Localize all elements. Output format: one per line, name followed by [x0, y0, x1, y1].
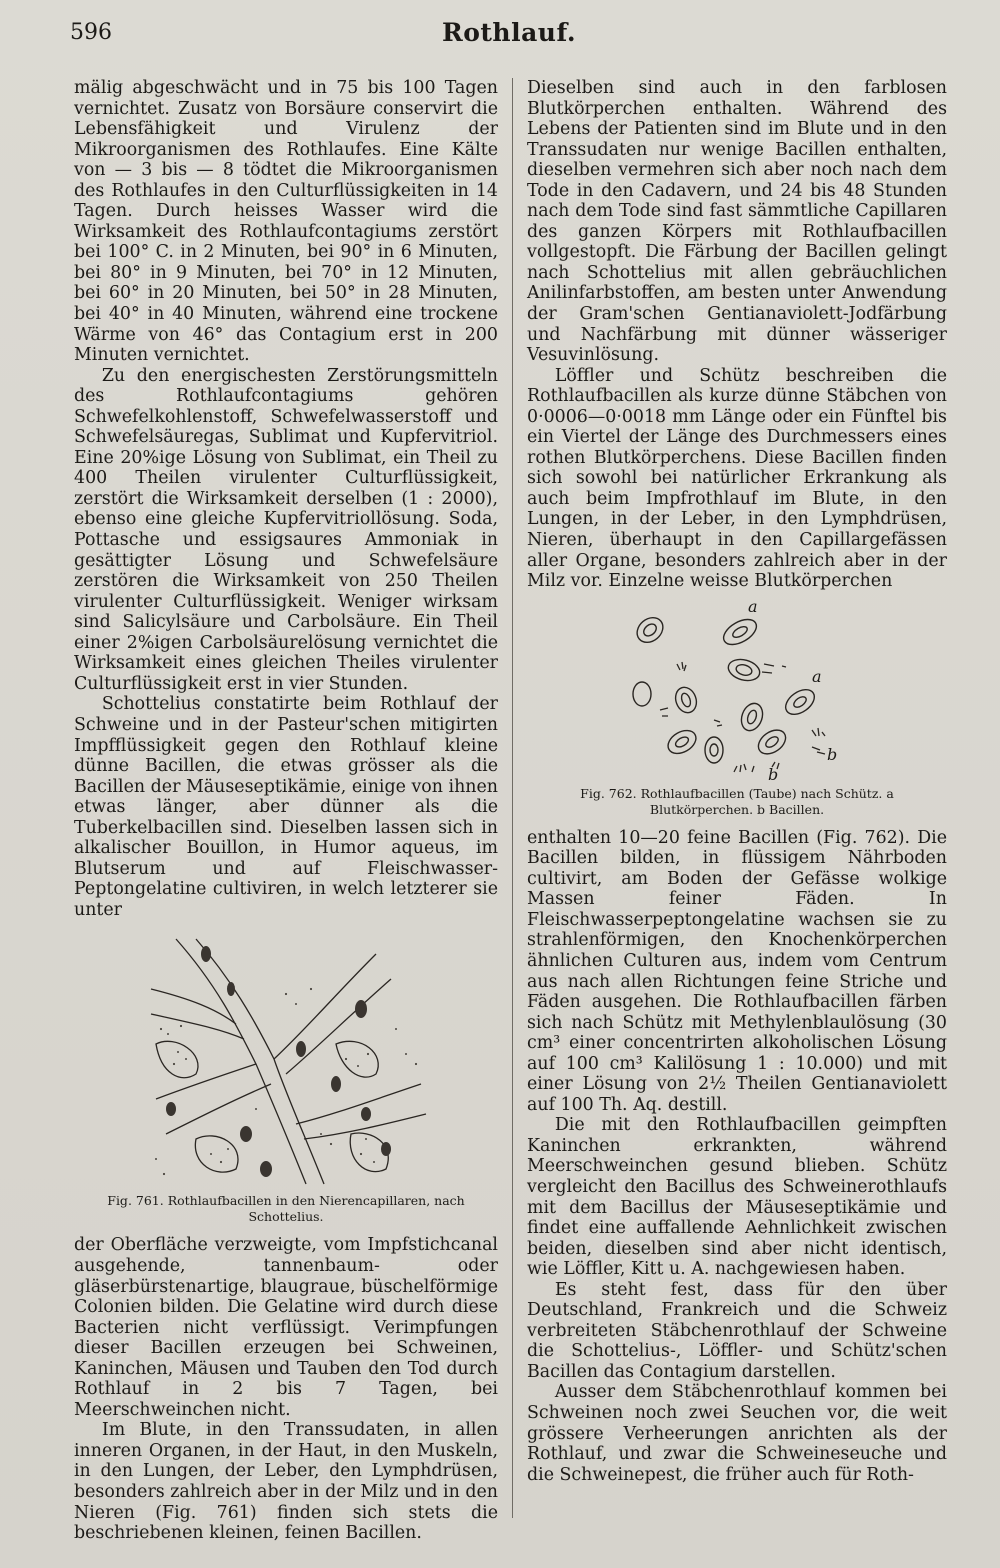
paragraph: Dieselben sind auch in den farblosen Blutkörperchen enthalten. Während des Lebens der Patienten sind im Blute und in den Transsudaten nur wenige Bacillen enthalten, dieselben vermehren sich aber noch nach dem Tode in den Cadavern, und 24 bis 48 Stunden nach dem Tode sind fast sämmtliche Capillaren des ganzen Körpers mit Rothlaufbacillen vollgestopft. Die Färbung der Bacillen gelingt nach Schottelius mit allen gebräuchlichen Anilinfarbstoffen, am besten unter Anwendung der Gram'schen Gentianaviolett-Jodfärbung und Nachfärbung mit dünner wässeriger Vesuvinlösung. — [527, 78, 947, 366]
paragraph: Es steht fest, dass für den über Deutschland, Frankreich und die Schweiz verbreiteten Stäbchenrothlauf der Schweine die Schottelius-, Löffler- und Schütz'schen Bacillen das Contagium darstellen. — [527, 1279, 947, 1382]
paragraph: enthalten 10—20 feine Bacillen (Fig. 762). Die Bacillen bilden, in flüssigem Nährboden cultivirt, am Boden der Gefässe wolkige Massen feiner Fäden. In Fleischwasserpeptongelatine wachsen sie zu strahlenförmigen, den Knochenkörperchen ähnlichen Culturen aus, indem vom Centrum aus nach allen Richtungen feine Striche und Fäden ausgehen. Die Rothlaufbacillen färben sich nach Schütz mit Methylenblaulösung (30 cm³ einer concentrirten alkoholischen Lösung auf 100 cm³ Kalilösung 1 : 10.000) und mit einer Lösung von 2½ Theilen Gentianaviolett auf 100 Th. Aq. destill. — [527, 827, 947, 1115]
figure-762-label-b: b — [827, 744, 838, 764]
kidney-capillaries-illustration — [136, 934, 436, 1189]
page-number: 596 — [70, 20, 112, 45]
column-divider — [512, 78, 513, 1518]
left-column — [74, 78, 498, 1544]
paragraph: Schottelius constatirte beim Rothlauf der Schweine und in der Pasteur'schen mitigirten Impfflüssigkeit gegen den Rothlauf kleine dünne Bacillen, die etwas grösser als die Bacillen der Mäuseseptikämie, einige von ihnen etwas länger, aber dünner als die Tuberkelbacillen sind. Dieselben lassen sich in alkalischer Bouillon, in Humor aqueus, im Blutserum und auf Fleischwasser-Peptongelatine cultiviren, in welch letzterer sie unter — [74, 694, 498, 920]
paragraph: Die mit den Rothlaufbacillen geimpften Kaninchen erkrankten, während Meerschweinchen gesund blieben. Schütz vergleicht den Bacillus des Schweinerothlaufs mit dem Bacillus der Mäuseseptikämie und findet eine auffallende Aehnlichkeit zwischen beiden, dieselben sind aber nicht identisch, wie Löffler, Kitt u. A. nachgewiesen haben. — [527, 1115, 947, 1280]
figure-761 — [74, 934, 498, 1225]
paragraph: mälig abgeschwächt und in 75 bis 100 Tagen vernichtet. Zusatz von Borsäure conservirt die Lebensfähigkeit und Virulenz der Mikroorganismen des Rothlaufes. Eine Kälte von — 3 bis — 8 tödtet die Mikroorganismen des Rothlaufes in den Culturflüssigkeiten in 14 Tagen. Durch heisses Wasser wird die Wirksamkeit des Rothlaufcontagiums zerstört bei 100° C. in 2 Minuten, bei 90° in 6 Minuten, bei 80° in 9 Minuten, bei 70° in 12 Minuten, bei 60° in 20 Minuten, bei 50° in 28 Minuten, bei 40° in 40 Minuten, während eine trockene Wärme von 46° das Contagium erst in 200 Minuten vernichtet. — [74, 78, 498, 366]
paragraph: der Oberfläche verzweigte, vom Impfstichcanal ausgehende, tannenbaum- oder gläserbürstenartige, blaugraue, büschelförmige Colonien bilden. Die Gelatine wird durch diese Bacterien nicht verflüssigt. Verimpfungen dieser Bacillen erzeugen bei Schweinen, Kaninchen, Mäusen und Tauben den Tod durch Rothlauf in 2 bis 7 Tagen, bei Meerschweinchen nicht. — [74, 1235, 498, 1420]
blood-corpuscles-illustration — [622, 602, 852, 782]
figure-761-caption: Fig. 761. Rothlaufbacillen in den Nierencapillaren, nach Schottelius. — [107, 1193, 465, 1225]
paragraph: Im Blute, in den Transsudaten, in allen inneren Organen, in der Haut, in den Muskeln, in den Lungen, der Leber, den Lymphdrüsen, besonders zahlreich aber in der Milz und in den Nieren (Fig. 761) finden sich stets die beschriebenen kleinen, feinen Bacillen. — [74, 1420, 498, 1544]
paragraph: Ausser dem Stäbchenrothlauf kommen bei Schweinen noch zwei Seuchen vor, die weit grössere Verheerungen anrichten als der Rothlauf, und zwar die Schweineseuche und die Schweinepest, die früher auch für Roth- — [527, 1382, 947, 1485]
right-column — [527, 78, 947, 1485]
figure-762-caption: Fig. 762. Rothlaufbacillen (Taube) nach Schütz. a Blutkörperchen. b Bacillen. — [580, 785, 894, 817]
figure-762-label-a: a — [748, 601, 758, 616]
page-header — [70, 18, 948, 58]
figure-762 — [527, 602, 947, 818]
paragraph: Zu den energischesten Zerstörungsmitteln des Rothlaufcontagiums gehören Schwefelkohlenstoff, Schwefelwasserstoff und Schwefelsäuregas, Sublimat und Kupfervitriol. Eine 20%ige Lösung von Sublimat, ein Theil zu 400 Theilen virulenter Culturflüssigkeit, zerstört die Wirksamkeit derselben (1 : 2000), ebenso eine gleiche Kupfervitriollösung. Soda, Pottasche und essigsaures Ammoniak in gesättigter Lösung und Schwefelsäure zerstören die Wirksamkeit von 250 Theilen virulenter Culturflüssigkeit. Weniger wirksam sind Salicylsäure und Carbolsäure. Ein Theil einer 2%igen Carbolsäurelösung vernichtet die Wirksamkeit eines gleichen Theiles virulenter Culturflüssigkeit erst in vier Stunden. — [74, 365, 498, 694]
paragraph: Löffler und Schütz beschreiben die Rothlaufbacillen als kurze dünne Stäbchen von 0·0006—0·0018 mm Länge oder ein Fünftel bis ein Viertel der Länge des Durchmessers eines rothen Blutkörperchens. Diese Bacillen finden sich sowohl bei natürlicher Erkrankung als auch beim Impfrothlauf im Blute, in den Lungen, in der Leber, in den Lymphdrüsen, Nieren, überhaupt in den Capillargefässen aller Organe, besonders zahlreich aber in der Milz vor. Einzelne weisse Blutkörperchen — [527, 365, 947, 592]
figure-762-label-b-2: b — [768, 764, 779, 782]
running-title: Rothlauf. — [441, 18, 577, 47]
figure-762-label-a-2: a — [812, 666, 822, 686]
